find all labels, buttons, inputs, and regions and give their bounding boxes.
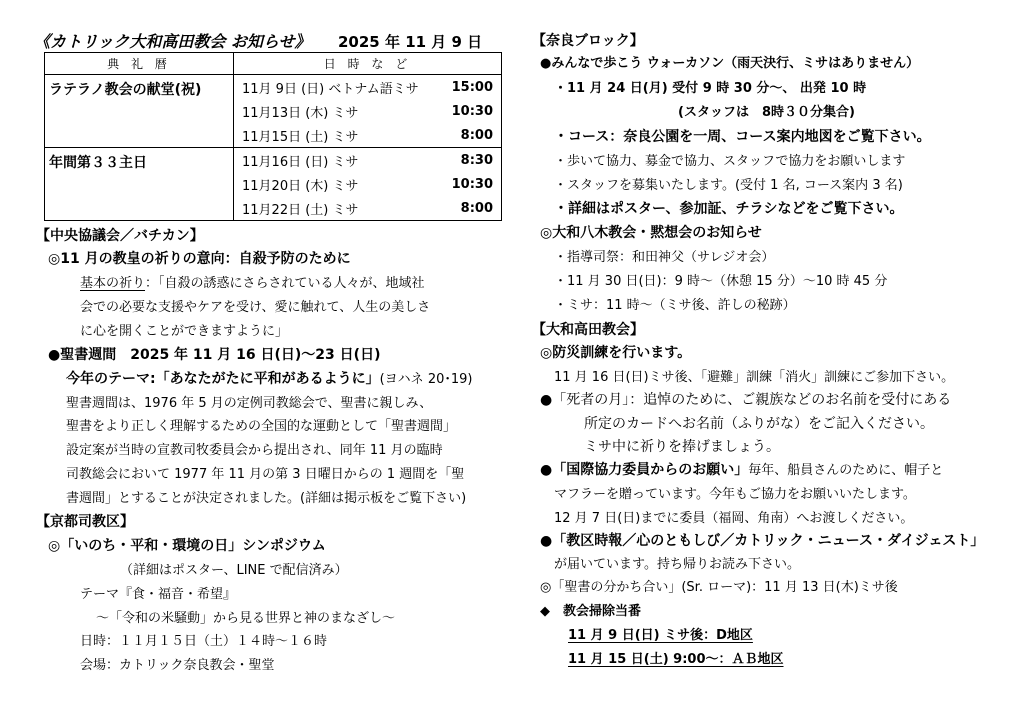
bible-week-title: ●聖書週間 2025 年 11 月 16 日(日)～23 日(日): [48, 347, 381, 363]
feast-name: ラテラノ教会の献堂(祝): [45, 75, 234, 148]
schedule-time: 15:00: [451, 79, 493, 95]
symposium-note: （詳細はポスター、LINE で配信済み）: [120, 563, 348, 578]
section-header-central: 【中央協議会／バチカン】: [36, 228, 204, 244]
bible-week-theme: 今年のテーマ:「あなたがたに平和があるように」: [66, 371, 380, 387]
publications-text: が届いています。持ち帰りお読み下さい。: [554, 557, 800, 572]
month-of-dead-text: 所定のカードへお名前（ふりがな）をご記入ください。: [584, 416, 934, 432]
walkathon-title: ●みんなで歩こう ウォーカソン（雨天決行、ミサはありません）: [540, 56, 920, 71]
walkathon-course: ・コース：奈良公園を一周、コース案内地図をご覧下さい。: [554, 129, 931, 145]
symposium-datetime: 日時：１１月１５日（土）１４時～１６時: [80, 634, 328, 649]
publications-title: ●「教区時報／心のともしび／カトリック・ニュース・ダイジェスト」: [540, 533, 985, 549]
walkathon-details: ・詳細はポスター、参加証、チラシなどをご覧下さい。: [554, 201, 904, 217]
schedule-event: ベトナム語ミサ: [328, 81, 419, 97]
symposium-subtitle: ～「令和の米騒動」から見る世界と神のまなざし～: [96, 611, 396, 626]
cleaning-duty-item: 11 月 9 日(日) ミサ後：D地区: [568, 628, 753, 643]
schedule-event: ミサ: [332, 129, 359, 145]
schedule-row: [234, 75, 501, 99]
drill-title: ◎防災訓練を行います。: [540, 345, 692, 361]
schedule-row: [234, 196, 501, 220]
schedule-row: [234, 123, 501, 147]
intl-coop-text: 12 月 7 日(日)までに委員（福岡、角南）へお渡しください。: [554, 511, 914, 526]
bible-week-text: 聖書週間は、1976 年 5 月の定例司教総会で、聖書に親しみ、: [66, 396, 433, 411]
intl-coop-text: 毎年、船員さんのために、帽子と: [748, 463, 944, 478]
symposium-theme: テーマ『食・福音・希望』: [80, 587, 237, 602]
table-row: [45, 148, 502, 221]
theme-line: [66, 371, 472, 388]
cleaning-duty-title: ◆ 教会掃除当番: [540, 604, 641, 619]
page-date: 2025 年 11 月 9 日: [338, 33, 483, 51]
table-header-datetime: 日 時 な ど: [234, 53, 502, 75]
intl-coop-line: [540, 462, 943, 479]
yagi-mass: ・ミサ：11 時～（ミサ後、許しの秘跡）: [554, 298, 796, 313]
prayer-intention-title: ◎11 月の教皇の祈りの意向：自殺予防のために: [48, 251, 351, 267]
schedule-date: 11月 9日 (日): [242, 81, 325, 97]
table-row: [45, 75, 502, 148]
intl-coop-text: マフラーを贈っています。今年もご協力をお願いいたします。: [554, 487, 916, 502]
table-header-row: [45, 53, 502, 75]
schedule-cell: [234, 75, 502, 148]
bible-week-text: 聖書をより正しく理解するための全国的な運動として「聖書週間」: [66, 419, 457, 434]
month-of-dead-text: ●「死者の月」：追悼のために、ご親族などのお名前を受付にある: [540, 392, 952, 408]
walkathon-cooperation: ・歩いて協力、募金で協力、スタッフで協力をお願いします: [554, 154, 906, 169]
walkathon-recruit: ・スタッフを募集いたします。(受付 1 名, コース案内 3 名): [554, 178, 903, 193]
schedule-date: 11月16日 (日): [242, 154, 329, 170]
yagi-retreat-title: ◎大和八木教会・黙想会のお知らせ: [540, 225, 762, 241]
schedule-event: ミサ: [332, 202, 359, 218]
walkathon-date: ・11 月 24 日(月) 受付 9 時 30 分～、 出発 10 時: [554, 81, 867, 96]
schedule-event: ミサ: [332, 178, 359, 194]
schedule-event: ミサ: [332, 154, 359, 170]
schedule-time: 10:30: [451, 103, 493, 119]
theme-reference: (ヨハネ 20･19): [379, 372, 473, 387]
drill-text: 11 月 16 日(日)ミサ後、「避難」訓練「消火」訓練にご参加下さい。: [554, 370, 955, 385]
prayer-text-line: [80, 276, 425, 292]
intl-coop-title: ●「国際協力委員からのお願い」: [540, 462, 749, 478]
feast-name: 年間第３３主日: [45, 148, 234, 221]
schedule-time: 8:30: [460, 152, 493, 168]
prayer-text-line: に心を開くことができますように」: [80, 324, 289, 339]
bible-week-text: 司教総会において 1977 年 11 月の第 3 日曜日からの 1 週間を「聖: [66, 467, 465, 482]
yagi-leader: ・指導司祭：和田神父（サレジオ会）: [554, 250, 775, 265]
schedule-row: [234, 148, 501, 172]
schedule-time: 10:30: [451, 176, 493, 192]
schedule-date: 11月22日 (土): [242, 202, 329, 218]
bible-week-text: 書週間」とすることが決定されました。(詳細は掲示板をご覧下さい): [66, 491, 467, 506]
section-header-takada: 【大和高田教会】: [532, 322, 644, 338]
symposium-title: ◎「いのち・平和・環境の日」シンポジウム: [48, 538, 326, 554]
table-header-liturgy: 典 礼 暦: [45, 53, 234, 75]
page-title: 《カトリック大和高田教会 お知らせ》: [34, 32, 311, 51]
bible-sharing: ◎「聖書の分かち合い」(Sr. ローマ)：11 月 13 日(木)ミサ後: [540, 580, 898, 595]
bible-week-text: 設定案が当時の宣教司牧委員会から提出され、同年 11 月の臨時: [66, 443, 443, 458]
schedule-time: 8:00: [460, 200, 493, 216]
walkathon-staff-time: (スタッフは 8時３０分集合): [678, 105, 855, 120]
month-of-dead-text: ミサ中に祈りを捧げましょう。: [584, 439, 780, 455]
section-header-kyoto: 【京都司教区】: [36, 514, 134, 530]
section-header-nara: 【奈良ブロック】: [532, 33, 644, 49]
symposium-venue: 会場：カトリック奈良教会・聖堂: [80, 658, 275, 673]
schedule-row: [234, 172, 501, 196]
schedule-row: [234, 99, 501, 123]
schedule-date: 11月13日 (木): [242, 105, 329, 121]
schedule-date: 11月20日 (木): [242, 178, 329, 194]
schedule-date: 11月15日 (土): [242, 129, 329, 145]
schedule-cell: [234, 148, 502, 221]
schedule-event: ミサ: [332, 105, 359, 121]
cleaning-duty-item: 11 月 15 日(土) 9:00～：ＡＢ地区: [568, 652, 784, 667]
basic-prayer-label: 基本の祈り: [80, 276, 146, 291]
yagi-date: ・11 月 30 日(日)：9 時～（休憩 15 分）～10 時 45 分: [554, 274, 888, 289]
liturgical-calendar-table: [44, 52, 502, 221]
prayer-text: ：「自殺の誘惑にさらされている人々が、地域社: [145, 276, 425, 291]
schedule-time: 8:00: [460, 127, 493, 143]
prayer-text-line: 会での必要な支援やケアを受け、愛に触れて、人生の美しさ: [80, 300, 431, 315]
